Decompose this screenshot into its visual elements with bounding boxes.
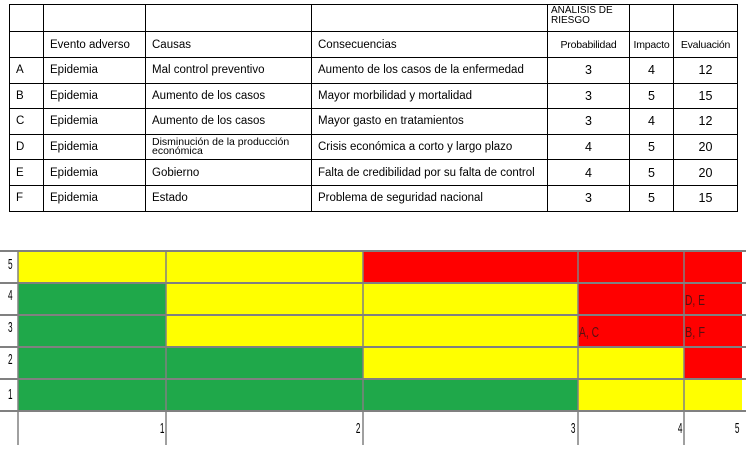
row-event: Epidemia bbox=[44, 160, 146, 186]
row-cause: Gobierno bbox=[146, 160, 312, 186]
row-impact: 5 bbox=[630, 83, 674, 109]
row-id: A bbox=[10, 58, 44, 84]
row-consequence: Problema de seguridad nacional bbox=[312, 185, 548, 211]
row-probability: 3 bbox=[548, 83, 630, 109]
matrix-cell-red bbox=[578, 283, 684, 315]
matrix-cell-green bbox=[18, 347, 166, 379]
matrix-cell-yellow bbox=[363, 315, 578, 347]
row-event: Epidemia bbox=[44, 58, 146, 84]
matrix-cell-green bbox=[166, 347, 363, 379]
x-tick-label: 4 bbox=[677, 420, 683, 437]
row-impact: 5 bbox=[630, 160, 674, 186]
row-impact: 4 bbox=[630, 109, 674, 135]
row-id: B bbox=[10, 83, 44, 109]
row-evaluation: 20 bbox=[674, 160, 738, 186]
row-probability: 4 bbox=[548, 134, 630, 160]
matrix-cell-green bbox=[18, 379, 166, 411]
row-id: E bbox=[10, 160, 44, 186]
x-tick-label: 5 bbox=[734, 420, 740, 437]
matrix-cell-red bbox=[684, 251, 742, 283]
matrix-cell-yellow bbox=[166, 315, 363, 347]
x-tick-label: 1 bbox=[159, 420, 165, 437]
y-tick-label: 2 bbox=[8, 351, 13, 368]
row-impact: 5 bbox=[630, 134, 674, 160]
row-consequence: Crisis económica a corto y largo plazo bbox=[312, 134, 548, 160]
matrix-cell-yellow bbox=[166, 283, 363, 315]
row-probability: 3 bbox=[548, 185, 630, 211]
row-impact: 4 bbox=[630, 58, 674, 84]
y-tick-label: 1 bbox=[8, 386, 13, 403]
matrix-cell-green bbox=[166, 379, 363, 411]
row-cause: Estado bbox=[146, 185, 312, 211]
matrix-cell-yellow bbox=[578, 379, 684, 411]
row-consequence: Mayor gasto en tratamientos bbox=[312, 109, 548, 135]
matrix-cell-yellow bbox=[578, 347, 684, 379]
matrix-cell-red bbox=[684, 347, 742, 379]
matrix-cell-yellow bbox=[684, 379, 742, 411]
matrix-cell-yellow bbox=[363, 283, 578, 315]
row-cause: Aumento de los casos bbox=[146, 83, 312, 109]
header-evento-adverso: Evento adverso bbox=[44, 32, 146, 58]
header-causas: Causas bbox=[146, 32, 312, 58]
row-evaluation: 12 bbox=[674, 109, 738, 135]
row-event: Epidemia bbox=[44, 83, 146, 109]
row-probability: 3 bbox=[548, 58, 630, 84]
row-cause: Disminución de la producción económica bbox=[146, 134, 312, 160]
matrix-cell-green bbox=[18, 315, 166, 347]
row-cause: Mal control preventivo bbox=[146, 58, 312, 84]
row-cause: Aumento de los casos bbox=[146, 109, 312, 135]
row-id: F bbox=[10, 185, 44, 211]
matrix-cell-yellow bbox=[363, 347, 578, 379]
row-event: Epidemia bbox=[44, 185, 146, 211]
matrix-cell-yellow bbox=[166, 251, 363, 283]
row-event: Epidemia bbox=[44, 109, 146, 135]
row-id: C bbox=[10, 109, 44, 135]
y-tick-label: 4 bbox=[8, 287, 13, 304]
matrix-cell-red bbox=[578, 251, 684, 283]
y-tick-label: 5 bbox=[8, 256, 13, 273]
header-probabilidad: Probabilidad bbox=[548, 32, 630, 58]
row-event: Epidemia bbox=[44, 134, 146, 160]
risk-analysis-header: ANÁLISIS DE RIESGO bbox=[548, 5, 630, 32]
y-tick-label: 3 bbox=[8, 319, 13, 336]
row-evaluation: 15 bbox=[674, 83, 738, 109]
matrix-cell-label: B, F bbox=[685, 324, 705, 341]
row-probability: 3 bbox=[548, 109, 630, 135]
header-consecuencias: Consecuencias bbox=[312, 32, 548, 58]
header-evaluacion: Evaluación bbox=[674, 32, 738, 58]
row-id: D bbox=[10, 134, 44, 160]
row-consequence: Falta de credibilidad por su falta de control bbox=[312, 160, 548, 186]
x-tick-label: 2 bbox=[355, 420, 361, 437]
matrix-cell-label: A, C bbox=[579, 324, 600, 341]
row-evaluation: 12 bbox=[674, 58, 738, 84]
matrix-cell-label: D, E bbox=[685, 292, 705, 309]
matrix-cell-red bbox=[363, 251, 578, 283]
header-impacto: Impacto bbox=[630, 32, 674, 58]
row-consequence: Mayor morbilidad y mortalidad bbox=[312, 83, 548, 109]
row-impact: 5 bbox=[630, 185, 674, 211]
matrix-cell-green bbox=[363, 379, 578, 411]
row-probability: 4 bbox=[548, 160, 630, 186]
x-tick-label: 3 bbox=[570, 420, 576, 437]
matrix-cell-yellow bbox=[18, 251, 166, 283]
matrix-cell-green bbox=[18, 283, 166, 315]
row-consequence: Aumento de los casos de la enfermedad bbox=[312, 58, 548, 84]
row-evaluation: 20 bbox=[674, 134, 738, 160]
row-evaluation: 15 bbox=[674, 185, 738, 211]
